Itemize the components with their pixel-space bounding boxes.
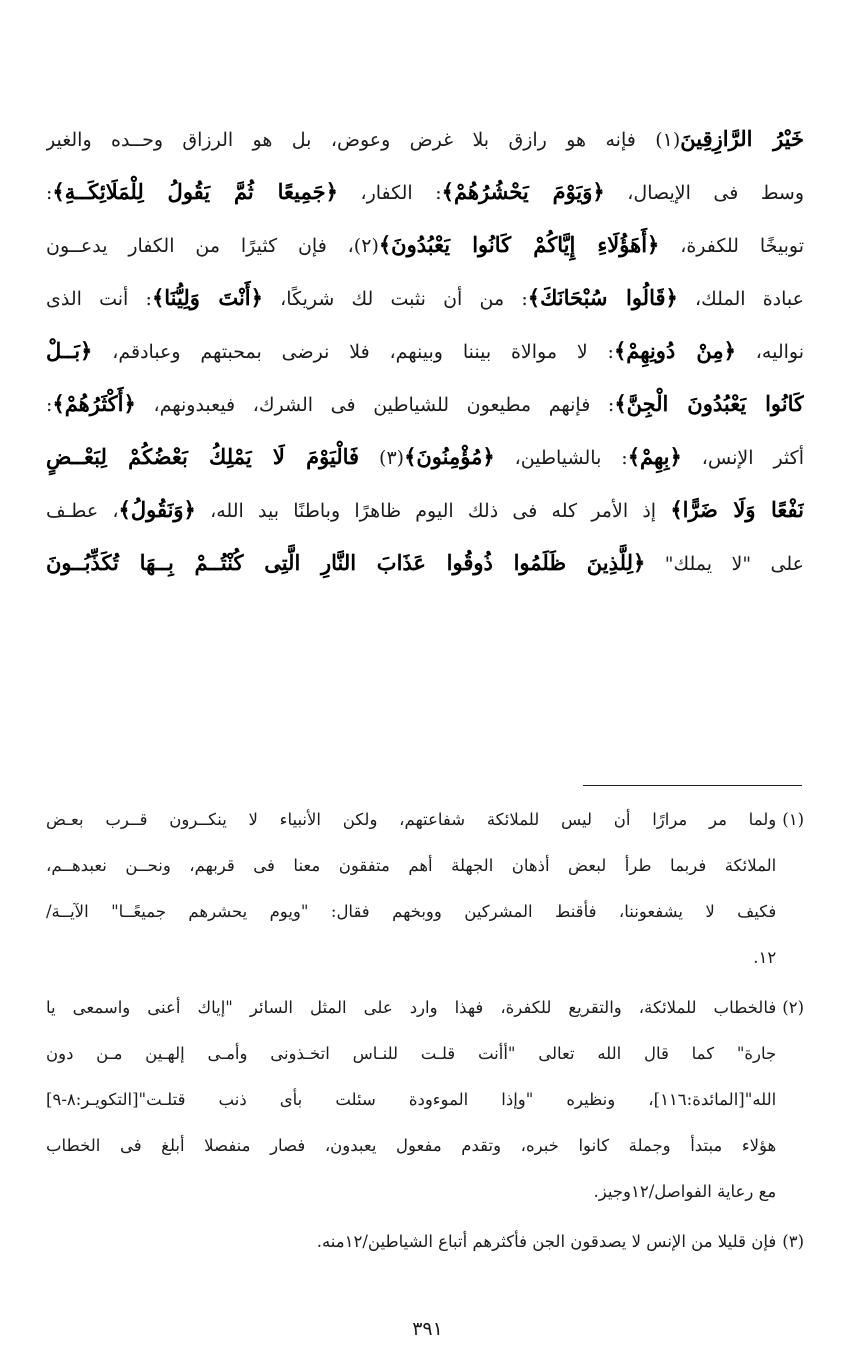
footnote-line bbox=[46, 1219, 804, 1265]
text-line bbox=[46, 324, 804, 377]
quran-segment: ﴿مُؤْمِنُونَ﴾ bbox=[404, 444, 495, 469]
footnote-line bbox=[46, 1077, 804, 1123]
quran-segment: نَفْعًا وَلَا ضَرًّا﴾ bbox=[670, 497, 804, 522]
text-line bbox=[46, 536, 804, 589]
footnote-text: فإن قليلا من الإنس لا يصدقون الجن فأكثرهم أتباع الشياطين/١٢منه. bbox=[316, 1232, 777, 1251]
commentary-segment: ، عطـف bbox=[46, 500, 119, 522]
text-line bbox=[46, 377, 804, 430]
footnote-text: جارة" كما قال الله تعالى "أأنت قلـت للنـاس اتخـذونى وأمـى إلهـين مـن دون bbox=[46, 1044, 777, 1063]
footnote bbox=[46, 1219, 804, 1265]
quran-segment: كَانُوا يَعْبُدُونَ الْجِنَّ﴾ bbox=[614, 391, 804, 416]
commentary-segment: : bbox=[46, 182, 53, 204]
footnote-number: (٣) bbox=[782, 1232, 804, 1251]
footnote bbox=[46, 985, 804, 1215]
commentary-segment: (٣) bbox=[359, 447, 405, 469]
commentary-segment: : بالشياطين، bbox=[494, 447, 628, 469]
footnote-separator bbox=[583, 785, 802, 786]
footnote-text: الملائكة فربما طرأ لبعض أذهان الجهلة أهم متفقون معنا فى قربهم، ونحــن نعبدهــم، bbox=[46, 856, 777, 875]
footnote-line bbox=[46, 1123, 804, 1169]
footnote-text: فالخطاب للملائكة، والتقريع للكفرة، فهذا وارد على المثل السائر "إياك أعنى واسمعى يا bbox=[46, 998, 777, 1017]
commentary-segment: أكثر الإنس، bbox=[681, 447, 804, 469]
quran-segment: ﴿لِلَّذِينَ ظَلَمُوا ذُوقُوا عَذَابَ النَّارِ الَّتِى كُنْتُــمْ بِــهَا تُكَذِّبُــونَ bbox=[46, 550, 646, 575]
footnote-number: (٢) bbox=[782, 998, 804, 1017]
quran-segment: ﴿أَنْتَ وَلِيُّنَا﴾ bbox=[151, 285, 263, 310]
footnote-number: (١) bbox=[782, 810, 804, 829]
footnotes bbox=[46, 797, 804, 1269]
footnote-text: هؤلاء مبتدأ وجملة كانوا خبره، وتقدم مفعول يعبدون، فصار منفصلا أبلغ فى الخطاب bbox=[46, 1136, 777, 1155]
commentary-segment: (٢)، فإن كثيرًا من الكفار يدعــون bbox=[46, 235, 379, 257]
quran-segment: فَالْيَوْمَ لَا يَمْلِكُ بَعْضُكُمْ لِبَعْــضٍ bbox=[46, 444, 360, 469]
quran-segment: خَيْرُ الرَّازِقِينَ bbox=[680, 126, 804, 151]
text-line bbox=[46, 112, 804, 165]
footnote-line bbox=[46, 985, 804, 1031]
quran-segment: ﴿مِنْ دُونِهِمْ﴾ bbox=[613, 338, 736, 363]
text-line bbox=[46, 165, 804, 218]
quran-segment: ﴿وَيَوْمَ يَحْشُرُهُمْ﴾ bbox=[441, 179, 605, 204]
quran-segment: ﴿جَمِيعًا ثُمَّ يَقُولُ لِلْمَلَائِكَــةِ﴾ bbox=[52, 179, 338, 204]
quran-segment: ﴿قَالُوا سُبْحَانَكَ﴾ bbox=[527, 285, 678, 310]
footnote-line bbox=[46, 1031, 804, 1077]
text-line bbox=[46, 483, 804, 536]
commentary-segment: : من أن نثبت لك شريكًا، bbox=[262, 288, 528, 310]
quran-segment: ﴿بِهِمْ﴾ bbox=[627, 444, 682, 469]
commentary-segment: : أنت الذى bbox=[46, 288, 152, 310]
quran-segment: ﴿أَكْثَرُهُمْ﴾ bbox=[52, 391, 136, 416]
text-line bbox=[46, 218, 804, 271]
footnote-text: فكيف لا يشفعوننا، فأقنط المشركين ووبخهم فقال: "ويوم يحشرهم جميعًــا" الآيــة/ bbox=[46, 902, 777, 921]
quran-segment: ﴿أَهَؤُلَاءِ إِيَّاكُمْ كَانُوا يَعْبُدُونَ﴾ bbox=[378, 232, 660, 257]
quran-segment: ﴿وَنَقُولُ﴾ bbox=[118, 497, 196, 522]
commentary-segment: إذ الأمر كله فى ذلك اليوم ظاهرًا وباطنًا بيد الله، bbox=[195, 500, 671, 522]
text-line bbox=[46, 430, 804, 483]
footnote bbox=[46, 797, 804, 981]
commentary-segment: نواليه، bbox=[735, 341, 804, 363]
footnote-text: مع رعاية الفواصل/١٢وجيز. bbox=[593, 1182, 777, 1201]
main-text bbox=[46, 112, 804, 589]
commentary-segment: على "لا يملك" bbox=[645, 553, 804, 575]
commentary-segment: عبادة الملك، bbox=[677, 288, 804, 310]
footnote-line bbox=[46, 1169, 804, 1215]
footnote-text: ولما مر مرارًا أن ليس للملائكة شفاعتهم، ولكن الأنبياء لا ينكــرون قــرب بعـض bbox=[46, 810, 777, 829]
page-number: ٣٩١ bbox=[412, 1318, 443, 1340]
quran-segment: ﴿بَــلْ bbox=[46, 338, 93, 363]
commentary-segment: وسط فى الإيصال، bbox=[604, 182, 804, 204]
commentary-segment: : bbox=[46, 394, 53, 416]
commentary-segment: (١) فإنه هو رازق بلا غرض وعوض، بل هو الرزاق وحــده والغير bbox=[46, 129, 681, 151]
footnote-text: الله"[المائدة:١١٦]، ونظيره "وإذا الموءودة سئلت بأى ذنب قتلـت"[التكويـر:٨-٩] bbox=[46, 1090, 777, 1109]
commentary-segment: : لا موالاة بيننا وبينهم، فلا نرضى بمحبتهم وعبادقم، bbox=[92, 341, 614, 363]
footnote-line bbox=[46, 889, 804, 935]
footnote-line bbox=[46, 843, 804, 889]
text-line bbox=[46, 271, 804, 324]
footnote-line bbox=[46, 935, 804, 981]
commentary-segment: : فإنهم مطيعون للشياطين فى الشرك، فيعبدونهم، bbox=[135, 394, 615, 416]
footnote-text: ١٢. bbox=[753, 948, 777, 967]
commentary-segment: توبيخًا للكفرة، bbox=[659, 235, 804, 257]
footnote-line bbox=[46, 797, 804, 843]
commentary-segment: : الكفار، bbox=[337, 182, 442, 204]
